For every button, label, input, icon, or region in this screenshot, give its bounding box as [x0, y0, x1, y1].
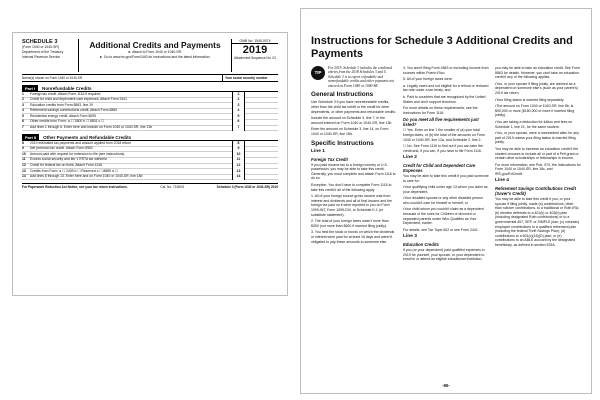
- paragraph: 3. You held the stock or bonds on which the dividends or interest were paid for at least 16 days and weren't obligated to pay these amounts to someone else.: [311, 230, 395, 244]
- part-2-lines: [22, 141, 278, 180]
- line-box-number: 8: [232, 141, 244, 147]
- line-box-number: 14: [232, 174, 244, 180]
- line-description: Residential energy credit. Attach Form 5695: [30, 113, 96, 118]
- line-amount-field[interactable]: [244, 174, 278, 180]
- line-number: 11: [22, 157, 26, 162]
- bullet-item: • The amount on Form 1040 or 1040-SR, line 8b, is $90,000 or more ($180,000 or more if married filing jointly).: [495, 104, 581, 118]
- yes-option: ☐ Yes. Enter on line 1 the smaller of (a) your total foreign taxes, or (b) the total of the amounts on Form 1040 or 1040-SR, line 12a, and Schedule 2, line 2.: [403, 128, 485, 142]
- heading-line-4: Line 4: [495, 178, 509, 184]
- line-box-number: 13: [232, 169, 244, 175]
- paragraph: 2. The total of your foreign taxes wasn't more than $300 (not more than $600 if married filing jointly).: [311, 219, 389, 228]
- bullet-item: • You, or your spouse if filing jointly, are claimed as a dependent on someone else's (such as your parent's) 2019 tax return.: [495, 82, 581, 96]
- schedule-3-form-page: [12, 32, 288, 296]
- line-description: Amount paid with request for extension to file (see instructions): [30, 151, 125, 156]
- line-number: 13: [22, 168, 26, 173]
- form-title: Additional Credits and Payments: [89, 40, 221, 50]
- paragraph: Use Schedule 3 if you have nonrefundable credits, other than the child tax credit or the credit for other dependents, or other payments and refundable credits.: [311, 100, 397, 114]
- goto-note: ► Go to www.irs.gov/Form1040 for instructions and the latest information.: [99, 54, 211, 59]
- paragraph: For more information, see Pub. 970, the Instructions for Form 1040 or 1040-SR, line 18c, and IRS.gov/EdCredit.: [495, 162, 581, 176]
- line-number: 10: [22, 151, 26, 156]
- name-field[interactable]: Name(s) shown on Form 1040 or 1040-SR: [22, 76, 83, 80]
- line-description: Education credits from Form 8863, line 19: [30, 102, 93, 107]
- line-number: 8: [22, 140, 24, 145]
- tip-box: [311, 66, 397, 88]
- line-box-number: 5: [232, 114, 244, 120]
- line-description: Retirement savings contributions credit. Attach Form 8880: [30, 108, 118, 113]
- paragraph: You may be able to take this credit if you, or your spouse if filing jointly, made (a) contributions, other than rollover contributions, to a traditional or Roth IRA; (b) elective deferrals to a 401(k) or 403(b) plan (including designated Roth contributions) or to a governmental 457, SEP, or SIMPLE plan; (c) voluntary employee contributions to a qualified retirement plan (including the federal Thrift Savings Plan); (d) contributions to a 501(c)(18)(D) plan; or (e) contributions to an ABLE account by the designated beneficiary, as defined in section 529A.: [495, 197, 580, 247]
- line-box-number: 9: [232, 146, 244, 152]
- paragraph: 4. You aren't filing Form 4563 or excluding income from sources within Puerto Rico.: [403, 66, 489, 75]
- attach-note: ► Attach to Form 1040 or 1040-SR.: [127, 50, 183, 54]
- paperwork-notice: For Paperwork Reduction Act Notice, see your tax return instructions.: [22, 185, 128, 190]
- heading-savers-credit: Retirement Savings Contributions Credit (Saver's Credit): [495, 186, 576, 197]
- line-description: Add lines 8 through 13. Enter here and on Form 1040 or 1040-SR, line 18d: [30, 174, 143, 179]
- form-header: [22, 39, 278, 75]
- line-box-number: 6: [232, 119, 244, 125]
- paragraph: You may be able to increase an education credit if the student chooses to include all or part of a Pell grant or certain other scholarships or fellowships in income.: [495, 146, 579, 161]
- ssn-field[interactable]: Your social security number: [222, 75, 278, 81]
- line-box-number: 3: [232, 103, 244, 109]
- line-description: Other credits from Form: a ☐ 3800 b ☐ 8801 c ☐: [30, 119, 105, 124]
- line-box-number: 10: [232, 152, 244, 158]
- heading-line-2: Line 2: [403, 155, 417, 161]
- tip-icon: TIP: [311, 66, 325, 80]
- line-box-number: 7: [232, 125, 244, 131]
- bullet-item: • Your disabled spouse or any other disabled person who couldn't care for himself or herself, or: [403, 196, 489, 205]
- part-2-title: Other Payments and Refundable Credits: [43, 134, 132, 140]
- instructions-column-2: [403, 66, 489, 264]
- paragraph: a. Legally owed and not eligible for a refund or reduced tax rate under a tax treaty, and: [403, 83, 489, 93]
- paragraph: Enter the amount on Schedule 3, line 14, on Form 1040 or 1040-SR, line 18d.: [311, 127, 389, 136]
- line-box-number: 1: [232, 92, 244, 98]
- line-number: 7: [22, 125, 24, 130]
- part-1-title: Nonrefundable Credits: [42, 85, 92, 91]
- line-number: 4: [22, 108, 24, 113]
- name-row: [22, 75, 278, 82]
- instructions-column-1: [311, 66, 397, 264]
- paragraph: You may be able to take this credit if you paid someone to care for:: [403, 173, 489, 183]
- part-1-label: Part I: [22, 85, 38, 92]
- department-label: Department of the Treasury: [22, 50, 64, 54]
- form-header-right: [232, 39, 278, 72]
- bullet-item: • Your qualifying child under age 13 whom you claim as your dependent,: [403, 185, 489, 194]
- attachment-sequence: Attachment Sequence No. 03: [234, 56, 276, 61]
- line-number: 6: [22, 119, 24, 124]
- paragraph: you may be able to take an education credit. See Form 8863 for details. However, you can't take an education credit if any of the following applies.: [495, 66, 581, 80]
- tip-text: For 2019, Schedule 3 includes the combined entries from the 2018 Schedules 3 and 5. Schedule 3 is to report refundable and nonrefundable credits and other payments not entered on Form 1040 or 1040-SR.: [328, 66, 395, 88]
- paragraph: 5. All of your foreign taxes were:: [403, 77, 453, 82]
- form-footer: [22, 183, 278, 189]
- catalog-number: Cat. No. 71480G: [160, 185, 185, 190]
- line-description: Add lines 1 through 6. Enter here and include on Form 1040 or 1040-SR, line 13b: [30, 125, 153, 130]
- heading-specific-instructions: Specific Instructions: [311, 139, 374, 147]
- line-number: 12: [22, 163, 26, 168]
- line-description: Credit for federal tax on fuels. Attach Form 4136: [30, 163, 103, 168]
- line-number: 14: [22, 174, 26, 179]
- paragraph: If you paid income tax to a foreign country or U.S. possession, you may be able to take this credit. Generally, you must complete and attach Form 1116 to do so.: [311, 162, 396, 181]
- line-description: Credits from Form: a ☐ 2439 b ☐ Reserved c ☐ 8885 d ☐: [30, 168, 118, 173]
- paragraph: For details, see Tax Topic 602 or see Form 2441.: [403, 227, 479, 232]
- heading-line-1: Line 1: [311, 149, 325, 154]
- bullet-item: • Your filing status is married filing separately.: [495, 98, 581, 103]
- heading-education-credits: Education Credits: [403, 242, 439, 248]
- bullet-item: • Your child whom you couldn't claim as a dependent because of the rules for Children of divorced or separated parents under Who Qualifies as Your Dependent, earlier.: [403, 207, 489, 225]
- line-box-number: 12: [232, 163, 244, 169]
- heading-general-instructions: General Instructions: [311, 91, 374, 99]
- paragraph: Exception. You don't have to complete Form 1116 to take this credit if all of the following apply.: [311, 182, 392, 192]
- line-number: 3: [22, 102, 24, 107]
- instructions-page: [300, 8, 592, 394]
- line-description: Credit for child and dependent care expenses. Attach Form 2441: [30, 97, 128, 102]
- paragraph: 1. All of your foreign source gross income was from interest and dividends and all of that income and the foreign tax paid on it were reported to you on Form 1099-INT, Form 1099-DIV, or Schedule K-1 (or substitute statement).: [311, 194, 392, 217]
- line-number: 2: [22, 97, 24, 102]
- paragraph: For more details on these requirements, see the Instructions for Form 1116.: [403, 106, 478, 115]
- no-option: ☐ No. See Form 1116 to find out if you can take the credit and, if you can, if you have to file Form 1116.: [403, 144, 483, 153]
- heading-foreign-tax-credit: Foreign Tax Credit: [311, 156, 348, 162]
- instructions-title: Instructions for Schedule 3 Additional Credits and Payments: [311, 35, 573, 60]
- form-header-center: [78, 39, 232, 72]
- line-description: Net premium tax credit. Attach Form 8962: [30, 146, 93, 151]
- bullet-item: • You are taking a deduction for tuition and fees on Schedule 1, line 21, for the same student.: [495, 120, 581, 129]
- bullet-item: • You, or your spouse, were a nonresident alien for any part of 2019 unless your filing status is married filing jointly.: [495, 131, 581, 145]
- irs-label: Internal Revenue Service: [22, 54, 61, 59]
- line-description: 2019 estimated tax payments and amount applied from 2018 return: [30, 140, 132, 145]
- line-box-number: 4: [232, 108, 244, 114]
- omb-number: OMB No. 1545-0074: [232, 39, 278, 44]
- line-amount-field[interactable]: [244, 125, 278, 131]
- instructions-columns: [311, 66, 581, 264]
- instructions-column-3: [495, 66, 581, 264]
- form-line-14: [22, 175, 278, 181]
- heading-child-care-credit: Credit for Child and Dependent Care Expenses: [403, 162, 476, 173]
- line-description: Excess social security and tier 1 RRTA tax withheld: [30, 157, 107, 162]
- schedule-label: SCHEDULE 3: [22, 39, 58, 45]
- line-description: Foreign tax credit. Attach Form 1116 if required: [30, 91, 101, 96]
- form-reference: (Form 1040 or 1040-SR): [22, 45, 59, 50]
- heading-line-3: Line 3: [403, 234, 417, 240]
- form-line-7: [22, 126, 278, 132]
- form-footer-right: Schedule 3 (Form 1040 or 1040-SR) 2019: [216, 185, 278, 190]
- line-box-number: 11: [232, 157, 244, 163]
- paragraph: b. Paid to countries that are recognized by the United States and don't support terrorism.: [403, 94, 486, 104]
- line-box-number: 2: [232, 97, 244, 103]
- page-number: -95-: [442, 383, 450, 388]
- part-1-lines: [22, 92, 278, 131]
- line-number: 5: [22, 113, 24, 118]
- heading-five-requirements: Do you meet all five requirements just listed?: [403, 117, 479, 128]
- part-2-label: Part II: [22, 134, 39, 141]
- tax-year: 2019: [242, 44, 268, 57]
- paragraph: If you (or your dependent) paid qualified expenses in 2019 for yourself, your spouse, or your dependent to enroll in or attend an eligible educational institution,: [403, 248, 485, 262]
- paragraph: Include the amount on Schedule 3, line 7, in the amount entered on Form 1040 or 1040-SR, line 13b.: [311, 116, 393, 125]
- line-number: 1: [22, 91, 24, 96]
- form-header-left: [22, 39, 78, 72]
- line-number: 9: [22, 146, 24, 151]
